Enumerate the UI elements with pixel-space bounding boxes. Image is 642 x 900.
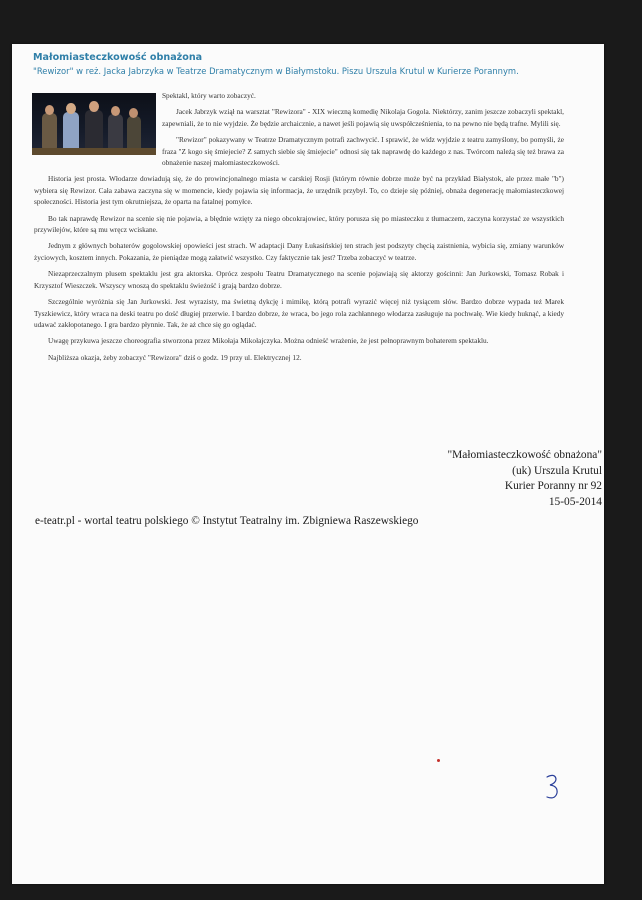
article-title: Małomiasteczkowość obnażona xyxy=(33,52,203,63)
article-paragraph: Historia jest prosta. Włodarze dowiadują się, że do prowincjonalnego miasta w carskiej Rosji (którym równie dobrze może być na przykład Białystok, ale przez małe "b") wybiera się Rewizor. Cała zabawa zaczyna się w momencie, kiedy pojawia się informacja, że urzędnik przybył. To, co dzieje się później, obnaża degenerację małomiasteczkowej społeczności. Historia jest tym okrutniejsza, że oparta na fatalnej pomyłce. xyxy=(34,174,564,207)
article-body xyxy=(34,90,564,368)
article-paragraph: Spektakl, który warto zobaczyć. xyxy=(162,91,256,100)
footer-credit: e-teatr.pl - wortal teatru polskiego © Instytut Teatralny im. Zbigniewa Raszewskiego xyxy=(35,515,419,527)
article-paragraph: Jacek Jabrzyk wziął na warsztat "Rewizora" - XIX wieczną komedię Nikolaja Gogola. Niektórzy, zanim jeszcze zobaczyli spektakl, zapewniali, że to nie wyjdzie. Że będzie archaicznie, a nawet jeśli pojawią się uwspółcześnienia, to na pewno nie będą trafne. Mylili się. xyxy=(162,107,564,128)
article-paragraph: Jednym z głównych bohaterów gogolowskiej opowieści jest strach. W adaptacji Dany Łukasińskiej ten strach jest podszyty chęcią zaistnienia, wybicia się, zmiany warunków życiowych, kosztem innych. Pokazania, że pieniądze mogą załatwić wszystko. Czy faktycznie tak jest? Trzeba zobaczyć w teatrze. xyxy=(34,241,564,262)
signature-source: Kurier Poranny nr 92 xyxy=(504,480,602,493)
signature-date: 15-05-2014 xyxy=(548,495,602,508)
article-paragraph: Najbliższa okazja, żeby zobaczyć "Rewizora" dziś o godz. 19 przy ul. Elektrycznej 12. xyxy=(48,352,302,362)
article-paragraph: Bo tak naprawdę Rewizor na scenie się nie pojawia, a błędnie wzięty za niego obcokrajowiec, który porusza się po miasteczku z tłumaczem, zaczyna korzystać ze wszystkich przywilejów, które są mu wręcz wciskane. xyxy=(34,213,564,235)
signature-author: (uk) Urszula Krutul xyxy=(512,464,602,477)
article-subtitle: "Rewizor" w reż. Jacka Jabrzyka w Teatrze Dramatycznym w Białymstoku. Piszu Urszula Krutul w Kurierze Porannym. xyxy=(33,66,519,76)
article-paragraph: Uwagę przykuwa jeszcze choreografia stworzona przez Mikołaja Mikołajczyka. Można odnieść wrażenie, że jest pełnoprawnym bohaterem spektaklu. xyxy=(48,336,489,346)
signature-title: "Małomiasteczkowość obnażona" xyxy=(447,449,602,461)
article-paragraph: Szczególnie wyróżnia się Jan Jurkowski. Jest wyrazisty, ma świetną dykcję i mimikę, którą potrafi wyrazić więcej niż tysiącem słów. Bardzo dobrze wypada też Marek Tyszkiewicz, który wraca na deski teatru po dość długiej przerwie. I bardzo dobrze, że wraca, bo jego rola zachłannego włodarza zasługuje na pochwałę. Wie kiedy huknąć, a kiedy udawać zakłopotanego. I gra bardzo płynnie. Tak, że aż chce się go oglądać. xyxy=(34,297,564,329)
red-dot-mark xyxy=(437,759,440,762)
article-paragraph: "Rewizor" pokazywany w Teatrze Dramatycznym potrafi zachwycić. I sprawić, że widz wyjdzie z teatru zamyślony, bo pomyśli, że fraza "Z kogo się śmiejecie? Z samych siebie się śmiejecie" odnosi się tak naprawdę do każdego z nas. Twórcom należą się też brawa za obnażenie naszej małomiasteczkowości. xyxy=(162,135,564,168)
article-paragraph: Niezaprzeczalnym plusem spektaklu jest gra aktorska. Oprócz zespołu Teatru Dramatycznego na scenie pojawiają się aktorzy gościnni: Jan Jurkowski, Tomasz Robak i Krzysztof Wieszczek. Wszyscy wnoszą do spektaklu świeżość i grają bardzo dobrze. xyxy=(34,269,564,290)
signature-block xyxy=(448,448,602,510)
handwritten-page-number xyxy=(543,772,563,802)
